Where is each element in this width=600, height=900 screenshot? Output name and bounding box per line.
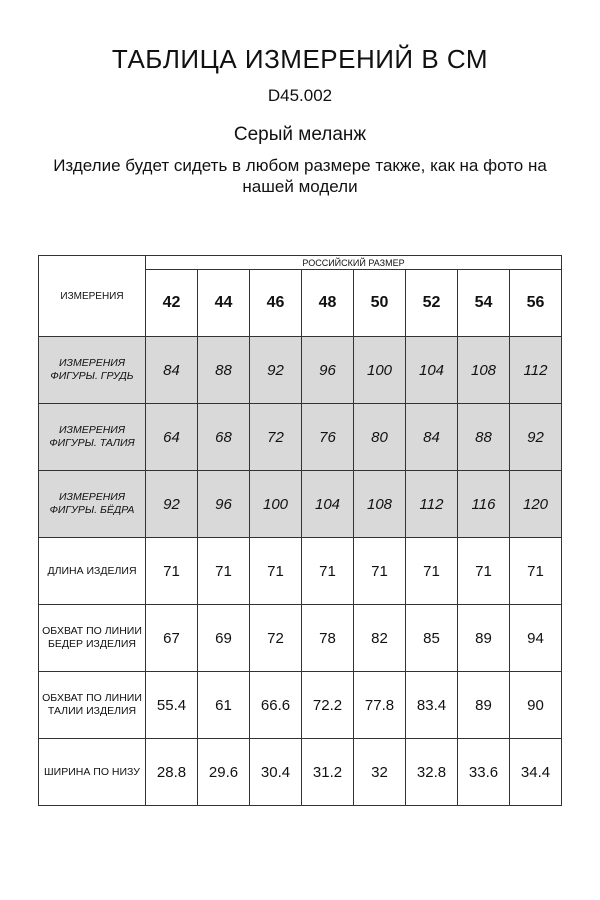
table-cell: 89: [458, 605, 510, 672]
table-cell: 78: [302, 605, 354, 672]
table-cell: 71: [146, 538, 198, 605]
table-cell: 71: [250, 538, 302, 605]
table-cell: 30.4: [250, 739, 302, 806]
table-cell: 89: [458, 672, 510, 739]
table-cell: 61: [198, 672, 250, 739]
table-row-hip-girth: [39, 605, 562, 672]
table-cell: 82: [354, 605, 406, 672]
table-cell: 71: [354, 538, 406, 605]
table-cell: 116: [458, 471, 510, 538]
article-number: D45.002: [267, 86, 333, 105]
table-cell: 92: [510, 404, 562, 471]
table-cell: 108: [354, 471, 406, 538]
table-cell: 85: [406, 605, 458, 672]
table-cell: 64: [146, 404, 198, 471]
table-cell: 72: [250, 605, 302, 672]
table-cell: 76: [302, 404, 354, 471]
row-label: ОБХВАТ ПО ЛИНИИ ТАЛИИ ИЗДЕЛИЯ: [39, 672, 146, 739]
table-cell: 33.6: [458, 739, 510, 806]
table-cell: 92: [146, 471, 198, 538]
size-header: 54: [458, 270, 510, 337]
table-cell: 112: [406, 471, 458, 538]
table-row-chest: [39, 337, 562, 404]
row-label: ИЗМЕРЕНИЯ ФИГУРЫ. БЁДРА: [39, 471, 146, 538]
table-cell: 71: [302, 538, 354, 605]
table-cell: 69: [198, 605, 250, 672]
table-cell: 34.4: [510, 739, 562, 806]
row-label: ИЗМЕРЕНИЯ ФИГУРЫ. ТАЛИЯ: [39, 404, 146, 471]
size-group-row: [39, 256, 562, 270]
table-cell: 32.8: [406, 739, 458, 806]
table-cell: 77.8: [354, 672, 406, 739]
table-cell: 83.4: [406, 672, 458, 739]
size-header: 48: [302, 270, 354, 337]
table-cell: 71: [510, 538, 562, 605]
table-cell: 88: [198, 337, 250, 404]
table-cell: 29.6: [198, 739, 250, 806]
page-title: ТАБЛИЦА ИЗМЕРЕНИЙ В СМ: [111, 44, 489, 74]
table-cell: 96: [198, 471, 250, 538]
table-cell: 112: [510, 337, 562, 404]
table-row-waist-girth: [39, 672, 562, 739]
table-cell: 120: [510, 471, 562, 538]
table-cell: 108: [458, 337, 510, 404]
table-cell: 96: [302, 337, 354, 404]
table-cell: 68: [198, 404, 250, 471]
size-header: 46: [250, 270, 302, 337]
table-cell: 71: [458, 538, 510, 605]
row-label: ШИРИНА ПО НИЗУ: [39, 739, 146, 806]
table-cell: 104: [302, 471, 354, 538]
table-cell: 28.8: [146, 739, 198, 806]
row-label: ДЛИНА ИЗДЕЛИЯ: [39, 538, 146, 605]
russian-size-header: РОССИЙСКИЙ РАЗМЕР: [146, 256, 562, 270]
table-cell: 90: [510, 672, 562, 739]
size-header: 50: [354, 270, 406, 337]
table-row-hips: [39, 471, 562, 538]
table-cell: 72.2: [302, 672, 354, 739]
table-cell: 80: [354, 404, 406, 471]
table-cell: 100: [354, 337, 406, 404]
size-header: 44: [198, 270, 250, 337]
table-cell: 94: [510, 605, 562, 672]
table-cell: 71: [406, 538, 458, 605]
table-cell: 100: [250, 471, 302, 538]
table-cell: 84: [146, 337, 198, 404]
table-cell: 67: [146, 605, 198, 672]
fit-note: Изделие будет сидеть в любом размере также, как на фото на нашей модели: [53, 156, 547, 196]
table-cell: 88: [458, 404, 510, 471]
size-table: [38, 255, 562, 806]
size-header: 52: [406, 270, 458, 337]
table-cell: 71: [198, 538, 250, 605]
table-row-waist: [39, 404, 562, 471]
row-label: ИЗМЕРЕНИЯ ФИГУРЫ. ГРУДЬ: [39, 337, 146, 404]
table-cell: 92: [250, 337, 302, 404]
row-label: ОБХВАТ ПО ЛИНИИ БЕДЕР ИЗДЕЛИЯ: [39, 605, 146, 672]
table-cell: 104: [406, 337, 458, 404]
table-cell: 32: [354, 739, 406, 806]
table-cell: 55.4: [146, 672, 198, 739]
measurements-header: ИЗМЕРЕНИЯ: [39, 256, 146, 337]
size-header: 42: [146, 270, 198, 337]
table-cell: 84: [406, 404, 458, 471]
color-name: Серый меланж: [233, 124, 367, 145]
table-cell: 72: [250, 404, 302, 471]
table-row-length: [39, 538, 562, 605]
size-header: 56: [510, 270, 562, 337]
table-cell: 66.6: [250, 672, 302, 739]
table-row-hem-width: [39, 739, 562, 806]
table-cell: 31.2: [302, 739, 354, 806]
